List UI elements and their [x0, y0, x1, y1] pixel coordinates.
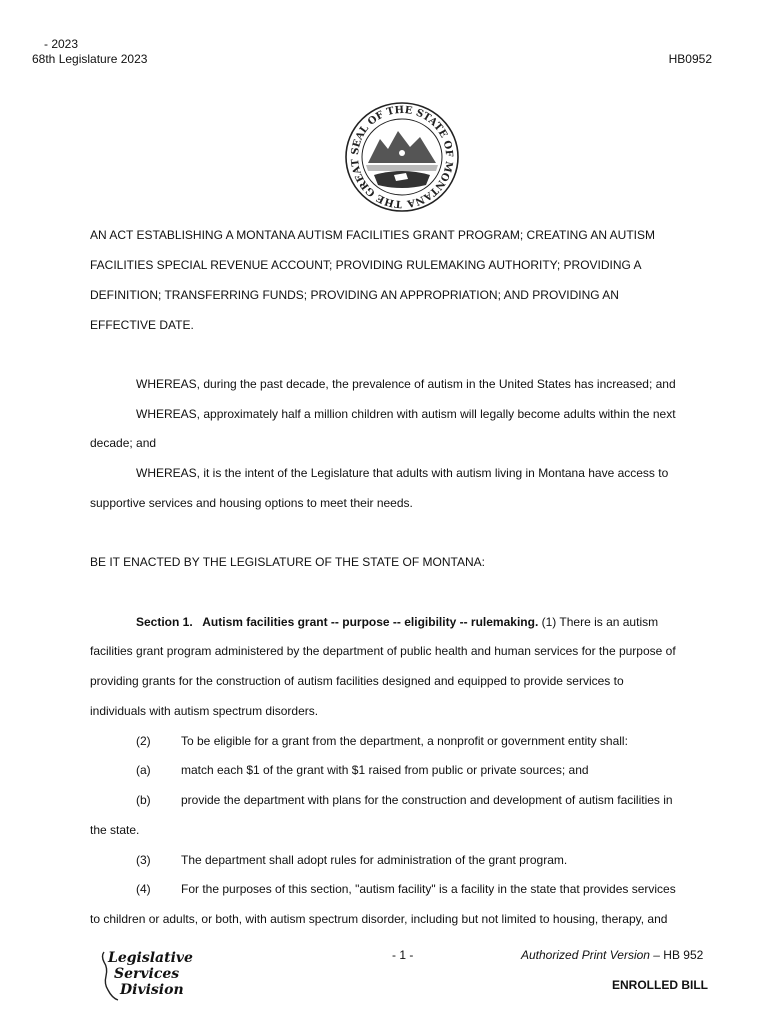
print-version-text: Authorized Print Version – [521, 948, 660, 962]
item-4-label: (4) [136, 882, 151, 896]
item-b-text: provide the department with plans for the construction and development of autism facilities in [181, 793, 673, 807]
whereas-line-4: WHEREAS, it is the intent of the Legislature that adults with autism living in Montana have access to [136, 466, 669, 480]
section1-heading-line [136, 615, 658, 629]
whereas-line-1: WHEREAS, during the past decade, the prevalence of autism in the United States has increased; and [136, 377, 676, 391]
whereas-line-3: decade; and [90, 436, 157, 450]
item-2-label: (2) [136, 734, 151, 748]
enrolled-bill-label: ENROLLED BILL [612, 978, 708, 992]
section1-line-3: providing grants for the construction of autism facilities designed and equipped to provide services to [90, 674, 624, 688]
section1-intro: (1) There is an autism [538, 615, 659, 629]
legislative-services-division-logo [98, 946, 194, 1002]
item-b-continuation: the state. [90, 823, 140, 837]
section1-line-4: individuals with autism spectrum disorders. [90, 704, 319, 718]
seal-landscape [366, 131, 438, 188]
enacting-clause: BE IT ENACTED BY THE LEGISLATURE OF THE STATE OF MONTANA: [90, 555, 485, 569]
logo-line-1: Legislative [108, 950, 193, 966]
logo-line-3: Division [120, 982, 184, 998]
header-year: - 2023 [44, 37, 79, 51]
logo-line-2: Services [114, 966, 180, 982]
item-3-text: The department shall adopt rules for administration of the grant program. [181, 853, 568, 867]
print-version-label [521, 948, 703, 962]
seal-text: THE GREAT SEAL OF THE STATE OF MONTANA [349, 104, 455, 210]
title-line-4: EFFECTIVE DATE. [90, 318, 194, 332]
whereas-line-5: supportive services and housing options to meet their needs. [90, 496, 413, 510]
title-line-3: DEFINITION; TRANSFERRING FUNDS; PROVIDING AN APPROPRIATION; AND PROVIDING AN [90, 288, 619, 302]
title-line-2: FACILITIES SPECIAL REVENUE ACCOUNT; PROVIDING RULEMAKING AUTHORITY; PROVIDING A [90, 258, 642, 272]
whereas-line-2: WHEREAS, approximately half a million children with autism will legally become adults within the next [136, 407, 676, 421]
item-b-label: (b) [136, 793, 151, 807]
item-4-continuation: to children or adults, or both, with autism spectrum disorder, including but not limited to housing, therapy, and [90, 912, 668, 926]
title-line-1: AN ACT ESTABLISHING A MONTANA AUTISM FACILITIES GRANT PROGRAM; CREATING AN AUTISM [90, 228, 655, 242]
page-number: - 1 - [392, 948, 414, 962]
item-2-text: To be eligible for a grant from the department, a nonprofit or government entity shall: [181, 734, 628, 748]
bill-number: HB0952 [668, 52, 712, 66]
item-3-label: (3) [136, 853, 151, 867]
montana-state-seal-icon [344, 101, 460, 213]
item-4-text: For the purposes of this section, "autism facility" is a facility in the state that provides services [181, 882, 676, 896]
section1-line-2: facilities grant program administered by the department of public health and human services for the purpose of [90, 644, 676, 658]
item-a-text: match each $1 of the grant with $1 raised from public or private sources; and [181, 763, 589, 777]
item-a-label: (a) [136, 763, 151, 777]
section1-heading: Section 1. Autism facilities grant -- purpose -- eligibility -- rulemaking. [136, 615, 539, 629]
print-version-bill: HB 952 [659, 948, 704, 962]
legislature-label: 68th Legislature 2023 [32, 52, 148, 66]
